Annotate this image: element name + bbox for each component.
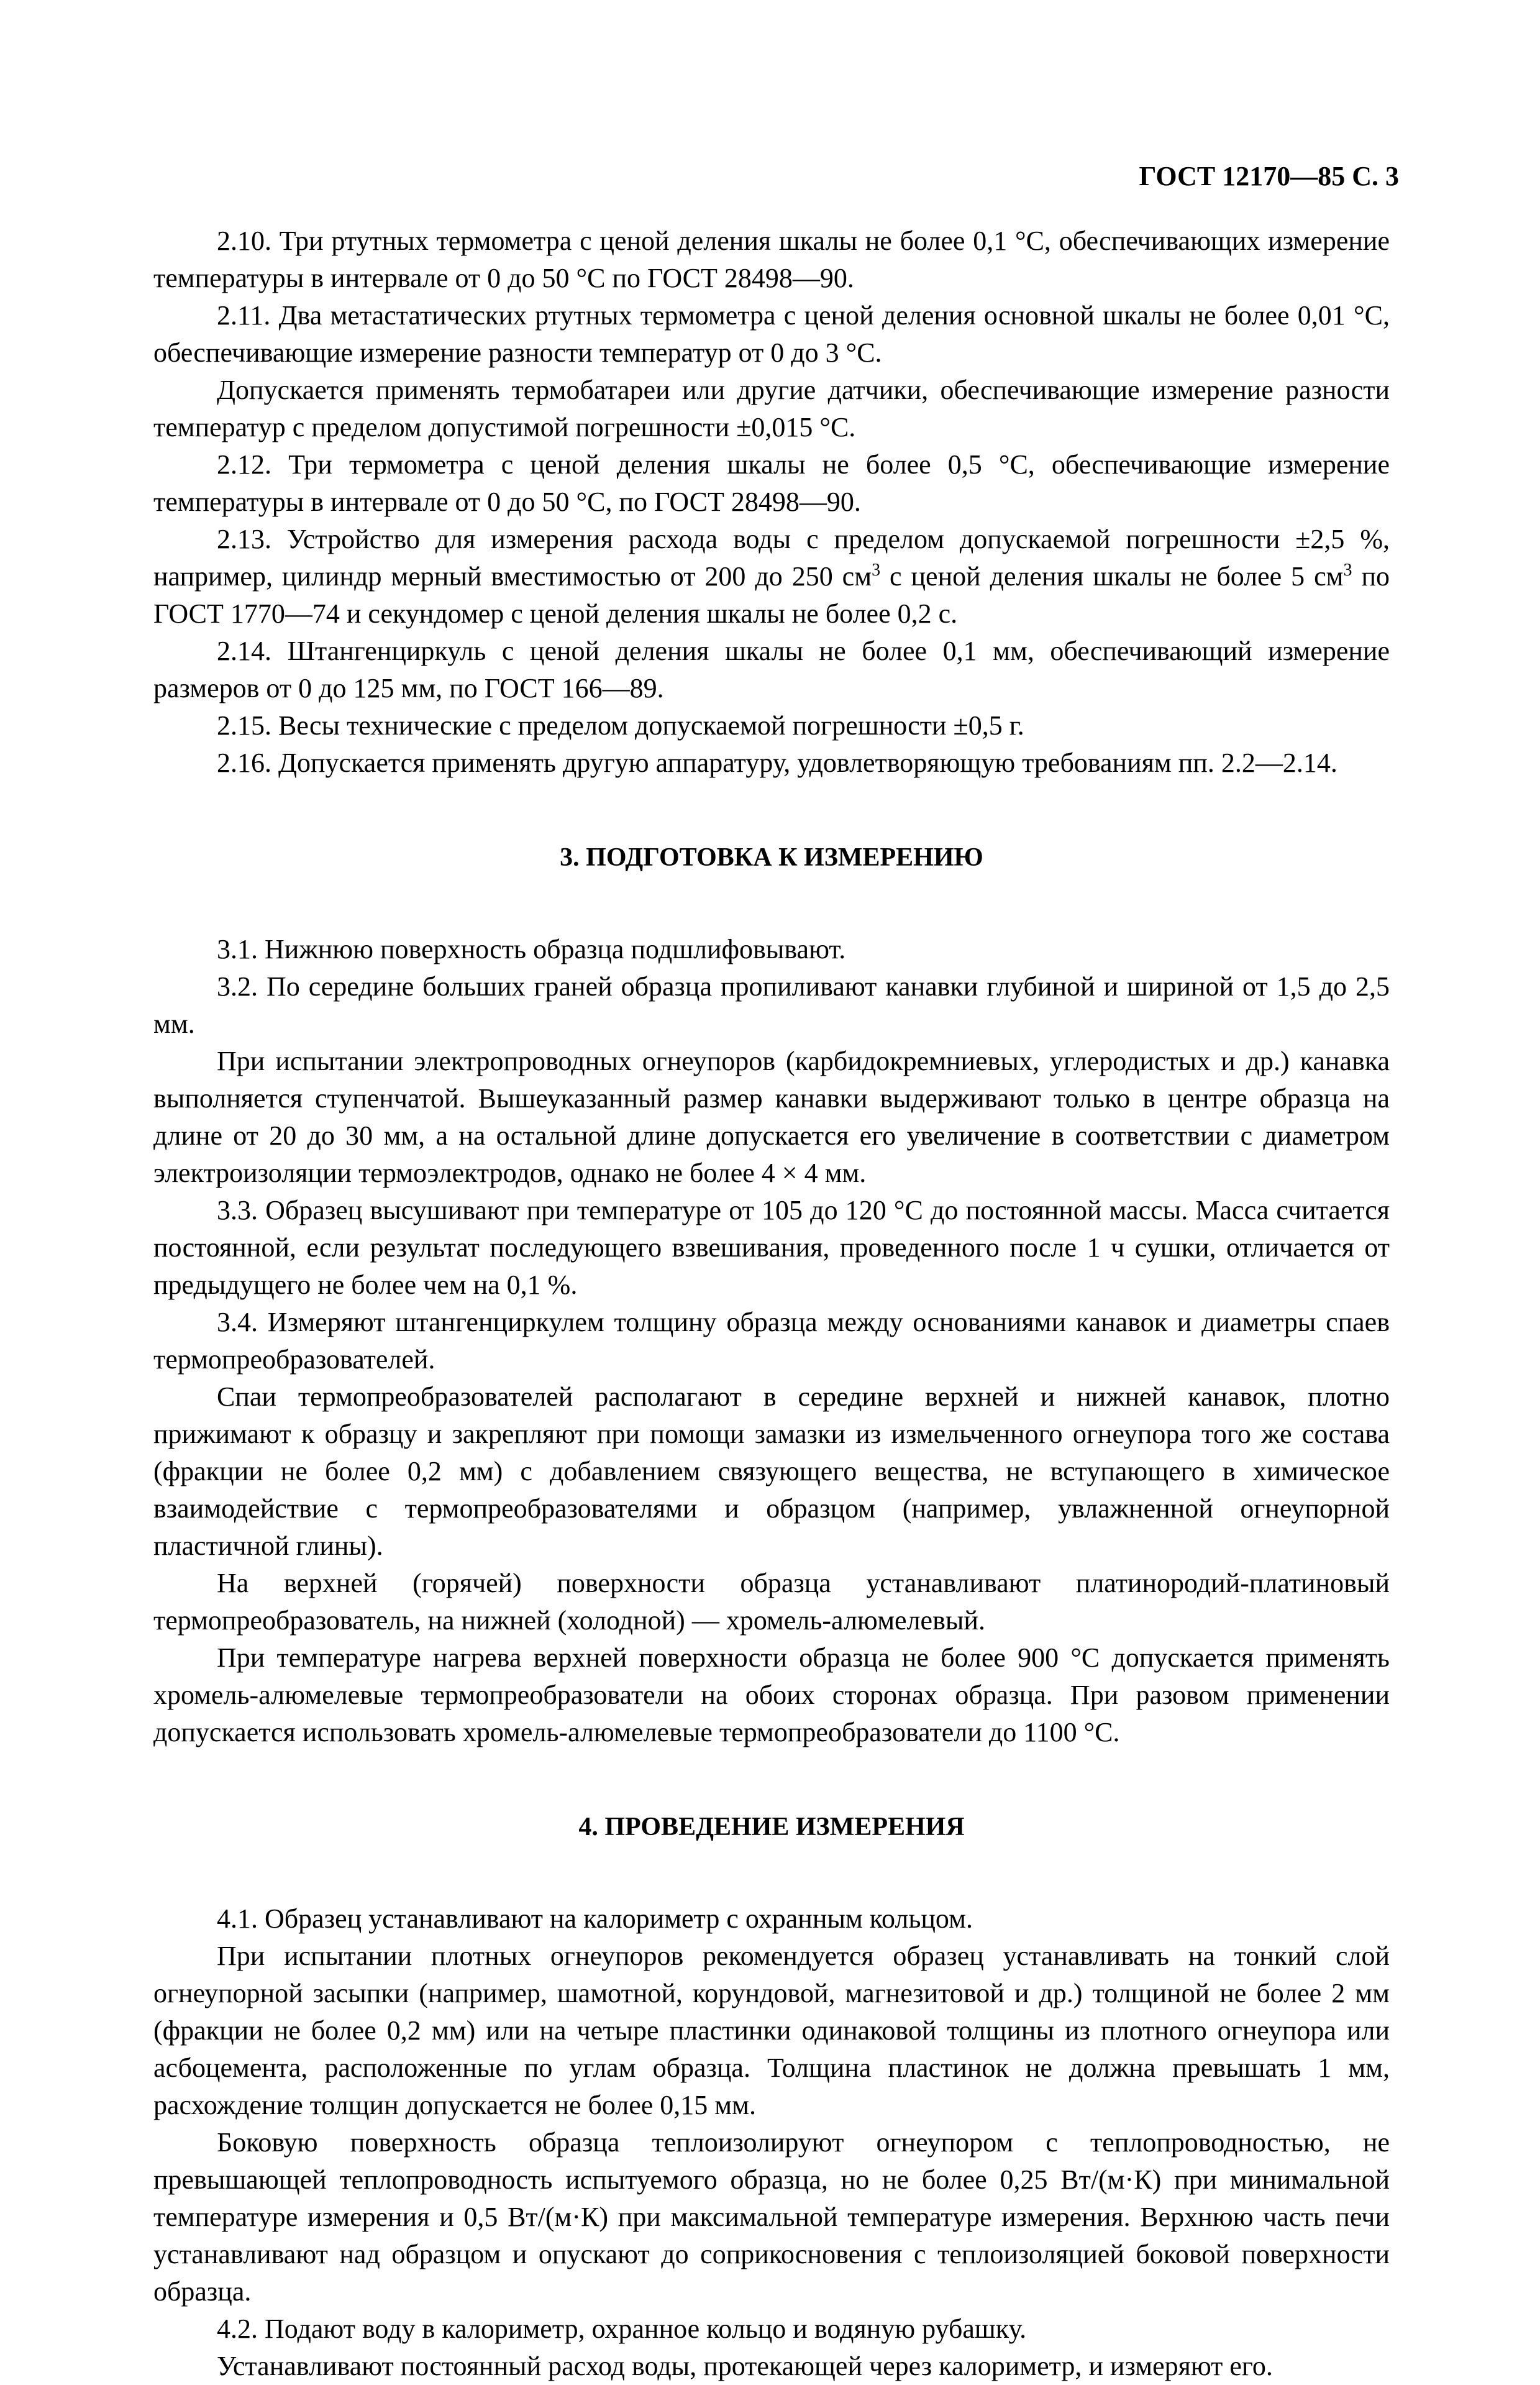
paragraph-4-2: 4.2. Подают воду в калориметр, охранное кольцо и водяную рубашку.: [217, 2314, 1027, 2344]
paragraph-4-2-flow: Устанавливают постоянный расход воды, протекающей через калориметр, и измеряют его.: [217, 2351, 1273, 2381]
paragraph-3-1: 3.1. Нижнюю поверхность образца подшлифовывают.: [217, 934, 846, 964]
section-spacer: [153, 1846, 1390, 1900]
paragraph-4-1-dense: При испытании плотных огнеупоров рекомендуется образец устанавливать на тонкий слой огнеупорной засыпки (например, шамотной, корундовой, магнезитовой и др.) толщиной не более 2 мм (фракции не более 0,2 мм) или на четыре пластинки одинаковой толщины из плотного огнеупора или асбоцемента, расположенные по углам образца. Толщина пластинок не должна превышать 1 мм, расхождение толщин допускается не более 0,15 мм.: [153, 1941, 1390, 2120]
running-header: ГОСТ 12170—85 С. 3: [1139, 161, 1399, 191]
paragraph-3-4-hot-cold: На верхней (горячей) поверхности образца устанавливают платинородий-платиновый термопреобразователь, на нижней (холодной) — хромель-алюмелевый.: [153, 1568, 1390, 1636]
paragraph-4-1-insulation: Боковую поверхность образца теплоизолируют огнеупором с теплопроводностью, не превышающей теплопроводность испытуемого образца, но не более 0,25 Вт/(м·К) при минимальной температуре измерения и 0,5 Вт/(м·К) при максимальной температуре измерения. Верхнюю часть печи устанавливают над образцом и опускают до соприкосновения с теплоизоляцией боковой поверхности образца.: [153, 2127, 1390, 2307]
paragraph-2-13-text-3: по ГОСТ 1770—74 и секундомер с ценой деления шкалы не более 0,2 с.: [153, 561, 1390, 629]
page-content: [153, 222, 1390, 2385]
paragraph-2-11: 2.11. Два метастатических ртутных термометра с ценой деления основной шкалы не более 0,01 °С, обеспечивающие измерение разности температур от 0 до 3 °С.: [153, 300, 1390, 368]
paragraph-2-15: 2.15. Весы технические с пределом допускаемой погрешности ±0,5 г.: [217, 710, 1024, 741]
paragraph-2-13-text-1: 2.13. Устройство для измерения расхода воды с пределом допускаемой погрешности ±2,5 %, например, цилиндр мерный вместимостью от 200 до 250 см: [153, 524, 1390, 592]
section-spacer: [153, 782, 1390, 839]
paragraph-3-2: 3.2. По середине больших граней образца пропиливают канавки глубиной и шириной от 1,5 до 2,5 мм.: [153, 971, 1390, 1039]
paragraph-3-4: 3.4. Измеряют штангенциркулем толщину образца между основаниями канавок и диаметры спаев термопреобразователей.: [153, 1307, 1390, 1375]
superscript-3: 3: [1343, 561, 1352, 580]
paragraph-2-12: 2.12. Три термометра с ценой деления шкалы не более 0,5 °С, обеспечивающие измерение температуры в интервале от 0 до 50 °С, по ГОСТ 28498—90.: [153, 449, 1390, 517]
paragraph-2-11-note: Допускается применять термобатареи или другие датчики, обеспечивающие измерение разности температур с пределом допустимой погрешности ±0,015 °С.: [153, 375, 1390, 442]
paragraph-3-4-junctions: Спаи термопреобразователей располагают в середине верхней и нижней канавок, плотно прижимают к образцу и закрепляют при помощи замазки из измельченного огнеупора того же состава (фракции не более 0,2 мм) с добавлением связующего вещества, не вступающего в химическое взаимодействие с термопреобразователями и образцом (например, увлажненной огнеупорной пластичной глины).: [153, 1381, 1390, 1561]
paragraph-4-1: 4.1. Образец устанавливают на калориметр с охранным кольцом.: [217, 1903, 973, 1934]
paragraph-2-13-text-2: с ценой деления шкалы не более 5 см: [880, 561, 1344, 592]
section-spacer: [153, 1751, 1390, 1808]
paragraph-2-13: [153, 521, 1390, 633]
paragraph-3-2-note: При испытании электропроводных огнеупоров (карбидокремниевых, углеродистых и др.) канавка выполняется ступенчатой. Вышеуказанный размер канавки выдерживают только в центре образца на длине от 20 до 30 мм, а на остальной длине допускается его увеличение в соответствии с диаметром электроизоляции термоэлектродов, однако не более 4 × 4 мм.: [153, 1046, 1390, 1188]
section-spacer: [153, 876, 1390, 931]
paragraph-2-10: 2.10. Три ртутных термометра с ценой деления шкалы не более 0,1 °С, обеспечивающих измерение температуры в интервале от 0 до 50 °С по ГОСТ 28498—90.: [153, 226, 1390, 293]
paragraph-2-14: 2.14. Штангенциркуль с ценой деления шкалы не более 0,1 мм, обеспечивающий измерение размеров от 0 до 125 мм, по ГОСТ 166—89.: [153, 636, 1390, 703]
paragraph-3-3: 3.3. Образец высушивают при температуре от 105 до 120 °С до постоянной массы. Масса считается постоянной, если результат последующего взвешивания, проведенного после 1 ч сушки, отличается от предыдущего не более чем на 0,1 %.: [153, 1195, 1390, 1300]
paragraph-2-16: 2.16. Допускается применять другую аппаратуру, удовлетворяющую требованиям пп. 2.2—2.14.: [217, 748, 1337, 778]
section-4-heading: 4. ПРОВЕДЕНИЕ ИЗМЕРЕНИЯ: [578, 1813, 965, 1841]
section-3-heading: 3. ПОДГОТОВКА К ИЗМЕРЕНИЮ: [560, 843, 983, 872]
superscript-3: 3: [872, 561, 881, 580]
paragraph-3-4-temperature: При температуре нагрева верхней поверхности образца не более 900 °С допускается применять хромель-алюмелевые термопреобразователи на обоих сторонах образца. При разовом применении допускается использовать хромель-алюмелевые термопреобразователи до 1100 °С.: [153, 1642, 1390, 1747]
